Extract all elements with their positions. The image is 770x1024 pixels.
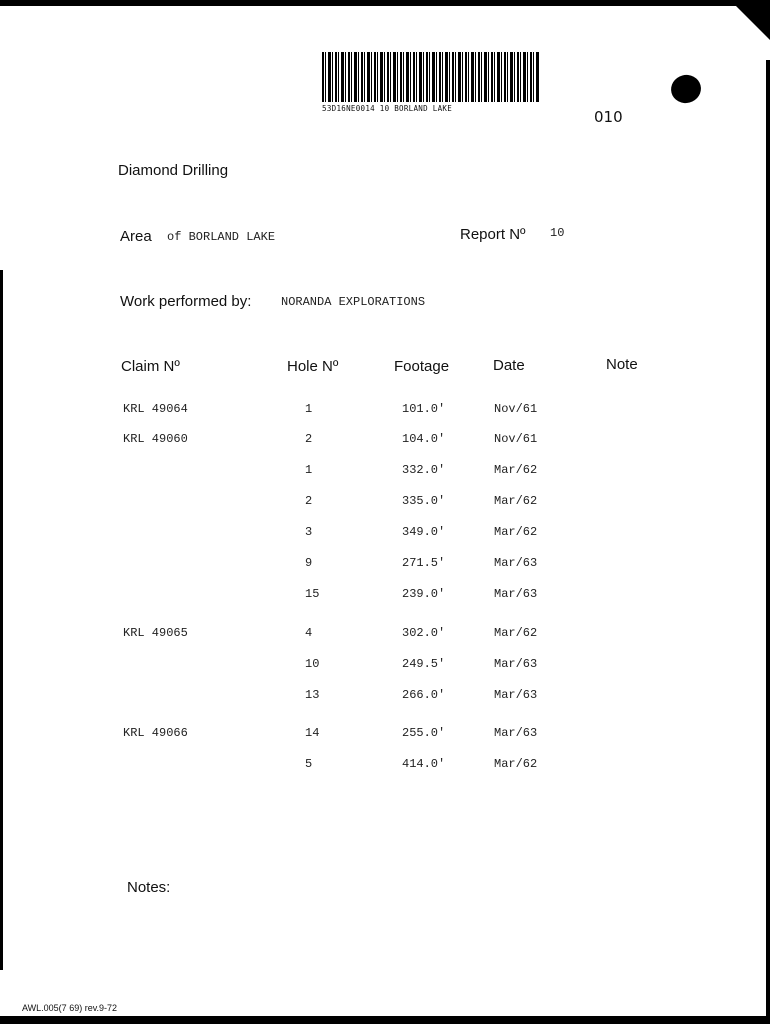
- date-cell: Mar/63: [494, 726, 538, 740]
- table-row: [0, 587, 770, 605]
- footage-cell: 255.0': [402, 726, 446, 740]
- footage-cell: 104.0': [402, 432, 446, 446]
- table-row: [0, 432, 770, 450]
- scan-border-left: [0, 270, 3, 970]
- header-note: Note: [606, 356, 638, 373]
- header-footage: Footage: [394, 358, 450, 375]
- report-number: 10: [550, 226, 565, 240]
- footage-cell: 101.0': [402, 402, 446, 416]
- hole-cell: 13: [305, 688, 320, 702]
- form-code: AWL.005(7 69) rev.9-72: [22, 1003, 118, 1013]
- table-row: [0, 463, 770, 481]
- form-title: Diamond Drilling: [118, 162, 229, 179]
- scan-border-bottom: [0, 1016, 770, 1024]
- barcode: [322, 52, 540, 102]
- date-cell: Mar/62: [494, 463, 538, 477]
- footage-cell: 349.0': [402, 525, 446, 539]
- hole-cell: 3: [305, 525, 313, 539]
- table-row: [0, 525, 770, 543]
- claim-cell: KRL 49065: [123, 626, 188, 640]
- table-row: [0, 494, 770, 512]
- footage-cell: 332.0': [402, 463, 446, 477]
- date-cell: Mar/63: [494, 556, 538, 570]
- hole-punch-mark: [668, 72, 704, 107]
- work-performed-value: NORANDA EXPLORATIONS: [281, 295, 426, 309]
- hole-cell: 4: [305, 626, 313, 640]
- table-row: [0, 688, 770, 706]
- date-cell: Mar/63: [494, 657, 538, 671]
- footage-cell: 239.0': [402, 587, 446, 601]
- hole-cell: 5: [305, 757, 313, 771]
- header-hole: Hole Nº: [287, 358, 339, 375]
- hole-cell: 2: [305, 494, 313, 508]
- hole-cell: 1: [305, 463, 313, 477]
- date-cell: Nov/61: [494, 432, 538, 446]
- folded-corner: [730, 0, 770, 40]
- header-claim: Claim Nº: [121, 358, 180, 375]
- date-cell: Mar/62: [494, 757, 538, 771]
- date-cell: Nov/61: [494, 402, 538, 416]
- header-date: Date: [493, 357, 525, 374]
- hole-cell: 15: [305, 587, 320, 601]
- hole-cell: 14: [305, 726, 320, 740]
- date-cell: Mar/62: [494, 525, 538, 539]
- date-cell: Mar/62: [494, 494, 538, 508]
- hole-cell: 10: [305, 657, 320, 671]
- table-row: [0, 757, 770, 775]
- hole-cell: 2: [305, 432, 313, 446]
- footage-cell: 414.0': [402, 757, 446, 771]
- barcode-text: 53D16NE0014 10 BORLAND LAKE: [322, 104, 453, 113]
- footage-cell: 335.0': [402, 494, 446, 508]
- footage-cell: 271.5': [402, 556, 446, 570]
- work-performed-label: Work performed by:: [120, 293, 252, 310]
- date-cell: Mar/63: [494, 688, 538, 702]
- scan-border-top: [0, 0, 770, 6]
- area-value: of BORLAND LAKE: [167, 230, 276, 244]
- table-row: [0, 626, 770, 644]
- footage-cell: 302.0': [402, 626, 446, 640]
- footage-cell: 266.0': [402, 688, 446, 702]
- table-row: [0, 726, 770, 744]
- table-row: [0, 402, 770, 420]
- claim-cell: KRL 49064: [123, 402, 188, 416]
- claim-cell: KRL 49060: [123, 432, 188, 446]
- claim-cell: KRL 49066: [123, 726, 188, 740]
- report-label: Report Nº: [460, 226, 526, 243]
- table-row: [0, 556, 770, 574]
- hole-cell: 9: [305, 556, 313, 570]
- area-label: Area: [120, 228, 152, 245]
- footage-cell: 249.5': [402, 657, 446, 671]
- hole-cell: 1: [305, 402, 313, 416]
- table-row: [0, 657, 770, 675]
- notes-label: Notes:: [127, 879, 171, 896]
- page-stamp: 010: [594, 108, 623, 126]
- date-cell: Mar/62: [494, 626, 538, 640]
- date-cell: Mar/63: [494, 587, 538, 601]
